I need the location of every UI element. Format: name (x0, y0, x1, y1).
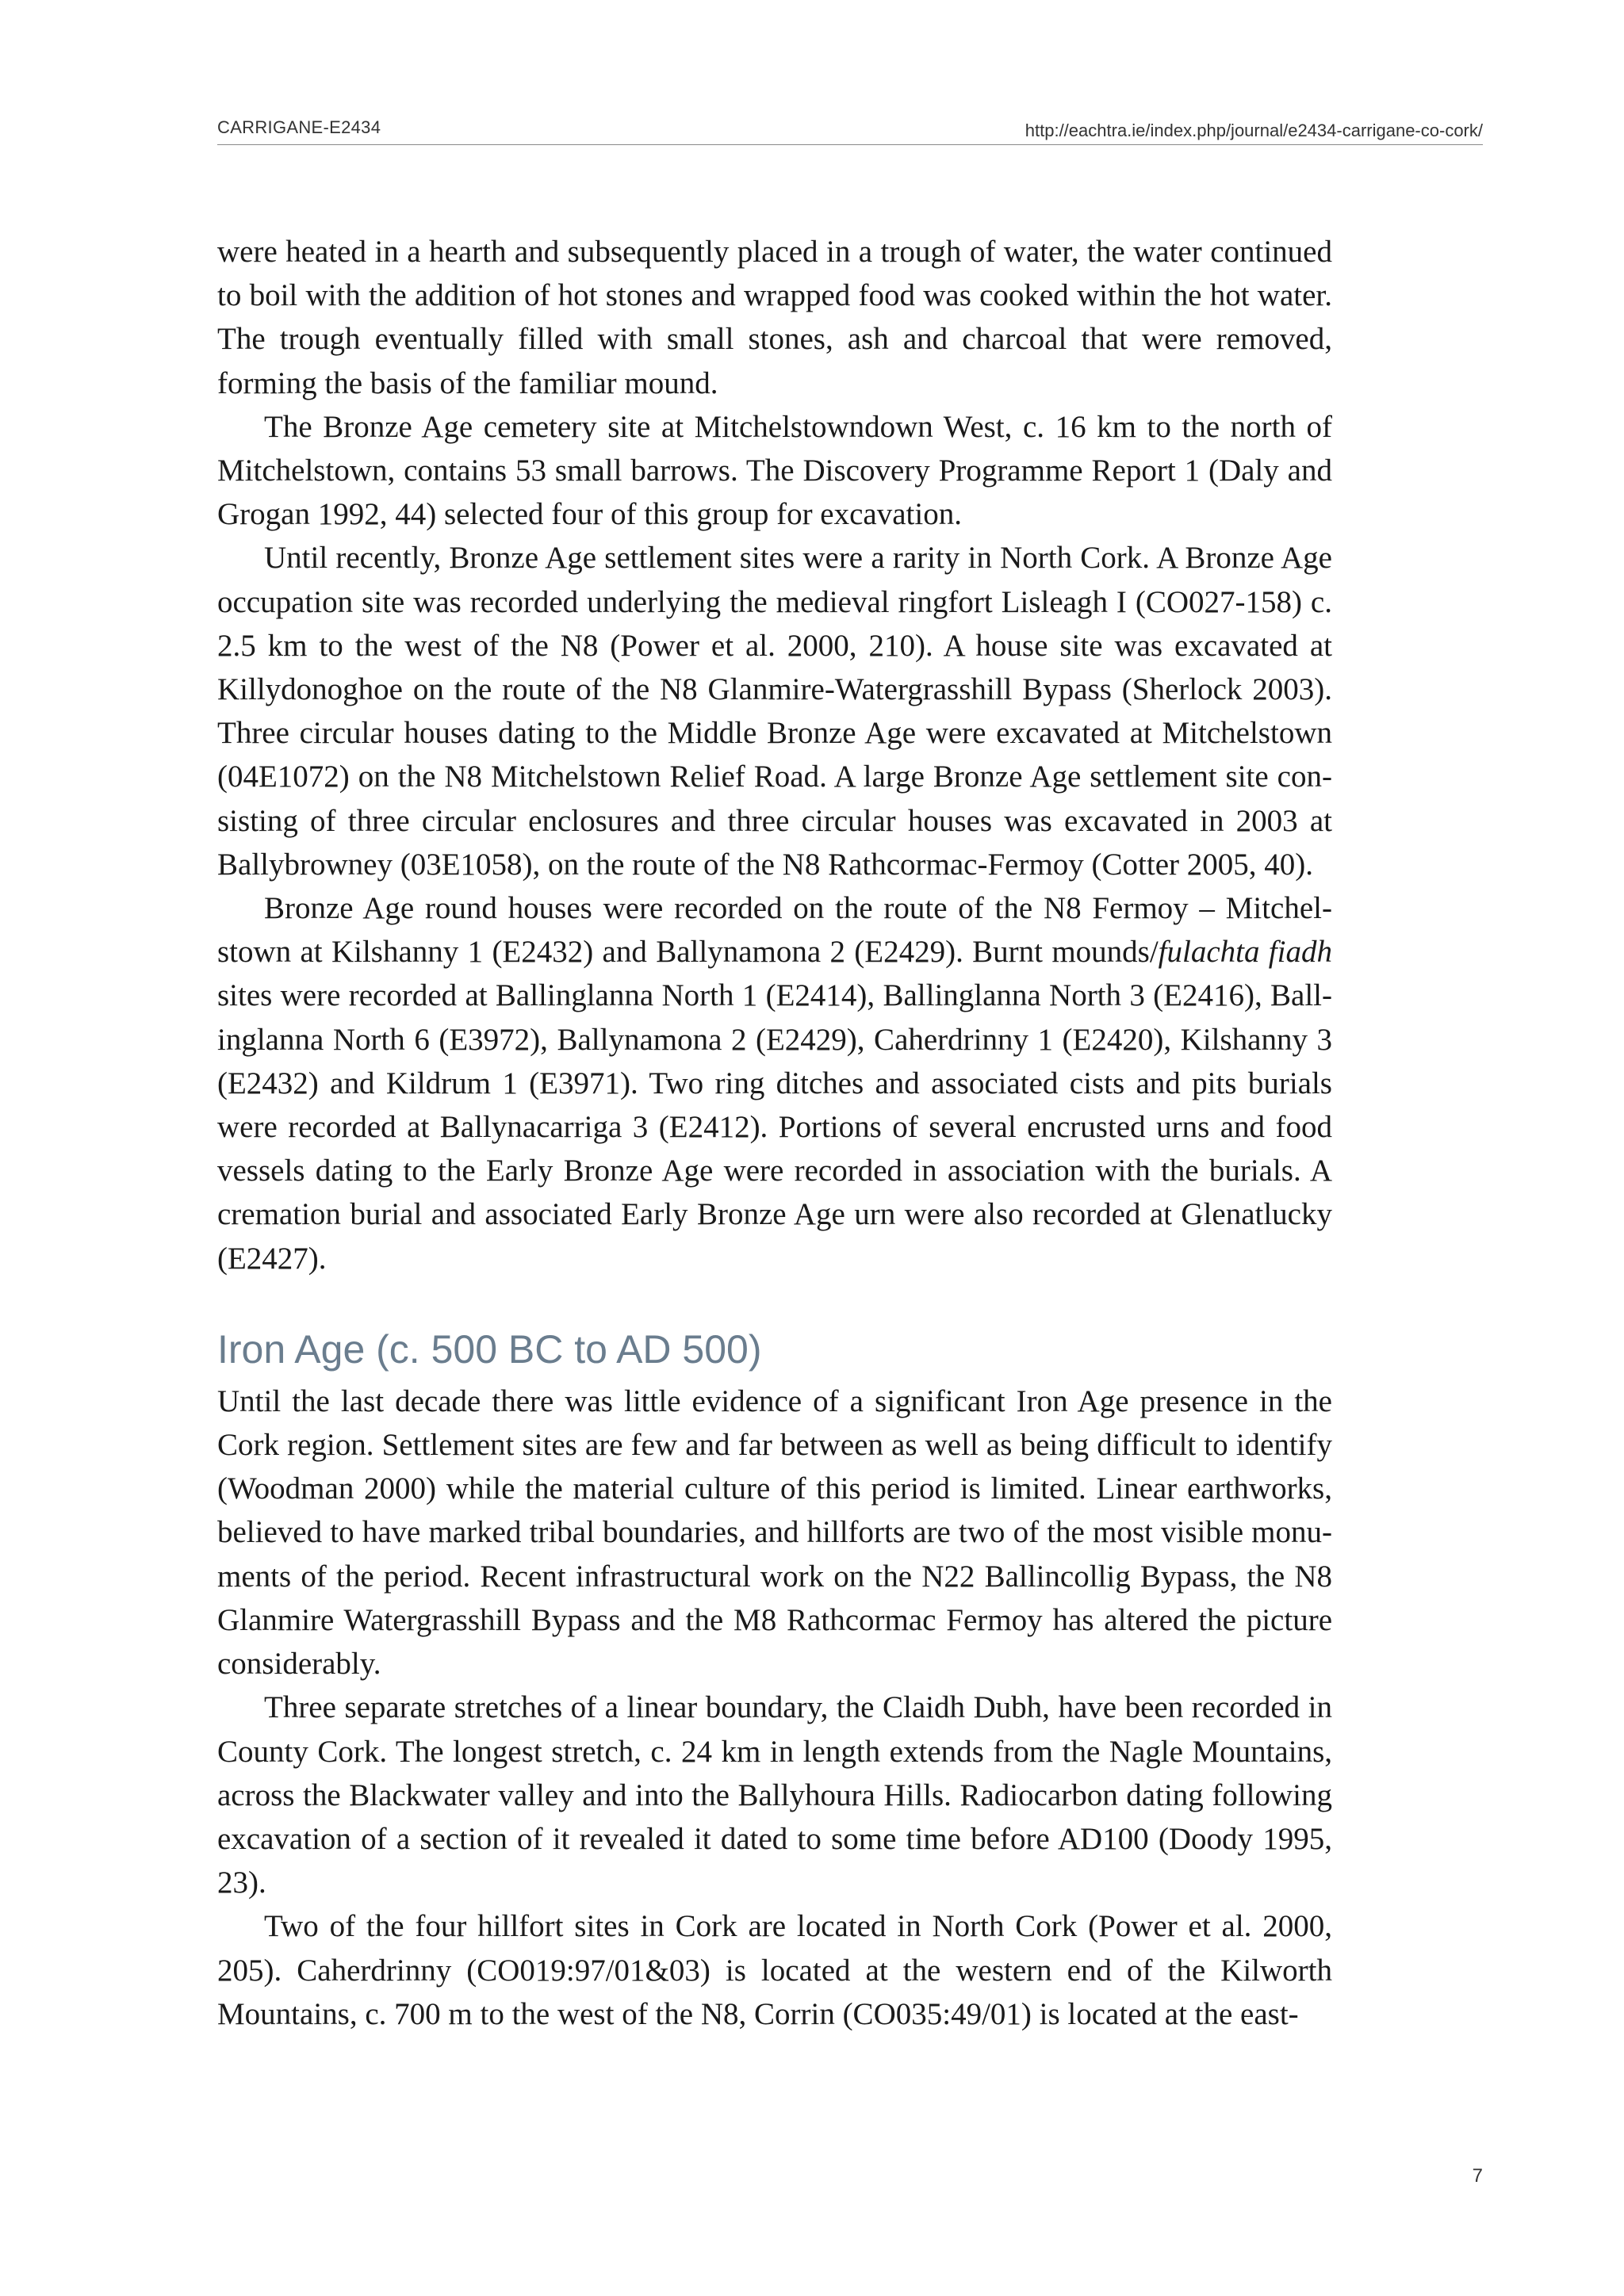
paragraph-2: The Bronze Age cemetery site at Mitchelstowndown West, c. 16 km to the north of Mitchelstown, contains 53 small barrows. The Discovery Programme Report 1 (Daly and Grogan 1992, 44) selected four of this group for excavation. (217, 409, 1332, 532)
page-number: 7 (1472, 2165, 1483, 2187)
paragraph-7: Two of the four hillfort sites in Cork are located in North Cork (Power et al. 2000, 205). Caherdrinny (CO019:97/01&03) is located at the western end of the Kilworth Mountains, c. 700 m to the west of the N8, Corrin (CO035:49/01) is located at the east- (217, 1909, 1332, 2031)
paragraph-4-text-a: Bronze Age round houses were recorded on the route of the N8 Fermoy – Mitchelstown at Kilshanny 1 (E2432) and Ballynamona 2 (E2429). Burnt mounds/ (217, 891, 1332, 970)
article-body (217, 230, 1332, 2036)
source-url[interactable]: http://eachtra.ie/index.php/journal/e2434-carrigane-co-cork/ (1025, 121, 1483, 140)
paragraph-4 (217, 886, 1332, 1280)
paragraph-4-text-b: sites were recorded at Ballinglanna North 1 (E2414), Ballinglanna North 3 (E2416), Ballinglanna North 6 (E3972), Ballynamona 2 (E2429), Caherdrinny 1 (E2420), Kilshanny 3 (E2432) and Kildrum 1 (E3971). Two ring ditches and associated cists and pits burials were recorded at Ballynacarriga 3 (E2412). Portions of several encrusted urns and food vessels dating to the Early Bronze Age were recorded in association with the burials. A cremation burial and associated Early Bronze Age urn were also recorded at Glenatlucky (E2427). (217, 978, 1332, 1276)
paragraph-1: were heated in a hearth and subsequently placed in a trough of water, the water continued to boil with the addition of hot stones and wrapped food was cooked within the hot water. The trough eventually filled with small stones, ash and charcoal that were removed, forming the basis of the familiar mound. (217, 235, 1332, 400)
running-title: CARRIGANE-E2434 (217, 117, 381, 137)
paragraph-6: Three separate stretches of a linear boundary, the Claidh Dubh, have been recorded in County Cork. The longest stretch, c. 24 km in length extends from the Nagle Mountains, across the Blackwater valley and into the Ballyhoura Hills. Radiocarbon dating following excavation of a section of it revealed it dated to some time before AD100 (Doody 1995, 23). (217, 1690, 1332, 1900)
paragraph-4-italic: fulachta fiadh (1158, 935, 1332, 970)
page-header (217, 117, 1483, 145)
paragraph-3: Until recently, Bronze Age settlement sites were a rarity in North Cork. A Bronze Age occupation site was recorded underlying the medieval ringfort Lisleagh I (CO027-158) c. 2.5 km to the west of the N8 (Power et al. 2000, 210). A house site was excavated at Killydonoghoe on the route of the N8 Glanmire-Watergrasshill Bypass (Sherlock 2003). Three circular houses dating to the Middle Bronze Age were excavated at Mitchelstown (04E1072) on the N8 Mitchelstown Relief Road. A large Bronze Age settlement site consisting of three circular enclosures and three circular houses was excavated in 2003 at Ballybrowney (03E1058), on the route of the N8 Rathcormac-Fermoy (Cotter 2005, 40). (217, 541, 1332, 882)
section-heading: Iron Age (c. 500 BC to AD 500) (217, 1326, 762, 1372)
paragraph-5: Until the last decade there was little evidence of a significant Iron Age presence in the Cork region. Settlement sites are few and far between as well as being difficult to identify (Woodman 2000) while the material culture of this period is limited. Linear earthworks, believed to have marked tribal boundaries, and hillforts are two of the most visible monuments of the period. Recent infrastructural work on the N22 Ballincollig Bypass, the N8 Glanmire Watergrasshill Bypass and the M8 Rathcormac Fermoy has altered the picture considerably. (217, 1383, 1332, 1682)
